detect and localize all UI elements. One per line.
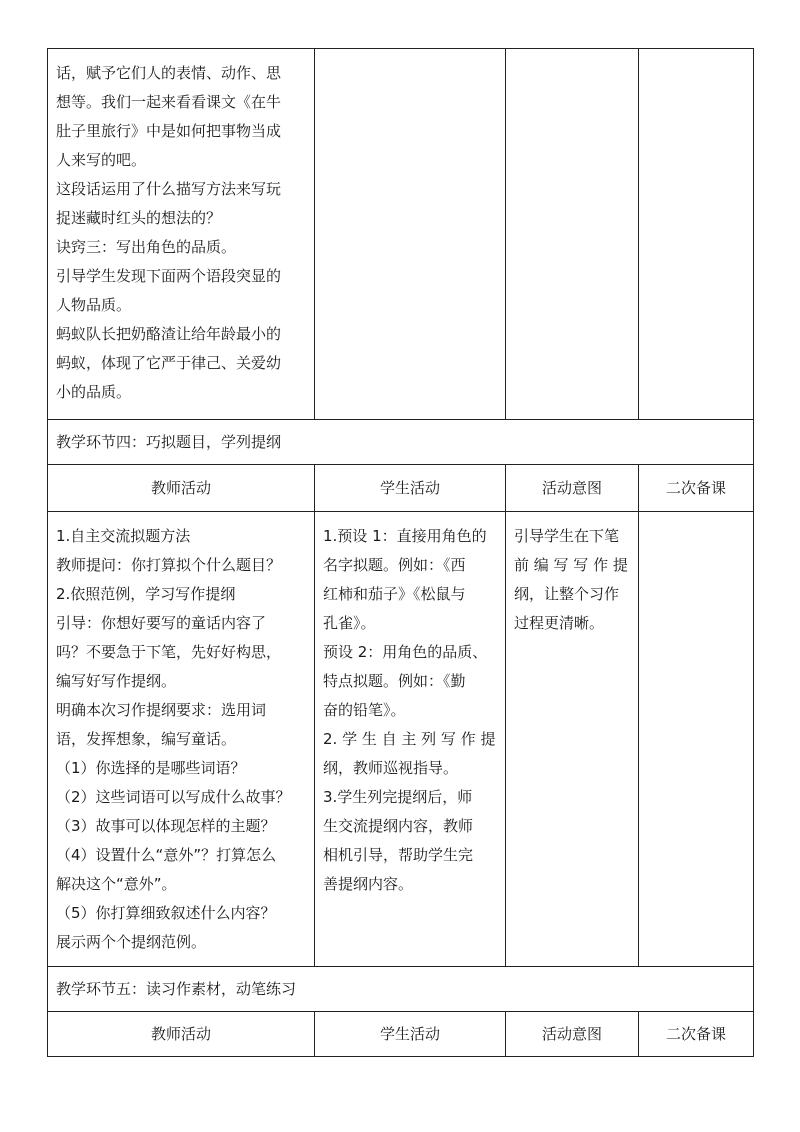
text-line: 3.学生列完提纲后，师 — [323, 788, 473, 806]
student-activity-text — [315, 512, 505, 899]
text-line: 吗？不要急于下笔，先好好构思， — [56, 643, 282, 661]
text-line: 肚子里旅行》中是如何把事物当成 — [56, 122, 282, 140]
column-header-row — [48, 1012, 754, 1057]
text-line: 1.自主交流拟题方法 — [56, 527, 191, 545]
header-second-prep — [639, 1012, 754, 1057]
header-label: 学生活动 — [379, 1025, 440, 1043]
text-line: （3）故事可以体现怎样的主题？ — [56, 817, 276, 835]
text-line: 编写好写作提纲。 — [56, 672, 177, 690]
text-line: 明确本次习作提纲要求：选用词 — [56, 701, 267, 719]
activity-intent-cell — [506, 512, 639, 967]
text-line: 引导：你想好要写的童话内容了 — [56, 614, 267, 632]
text-line: 过程更清晰。 — [514, 614, 605, 632]
section-title: 教学环节四：巧拟题目，学列提纲 — [56, 433, 282, 451]
text-line: 纲，让整个习作 — [514, 585, 620, 603]
text-line: 奋的铅笔》。 — [323, 701, 406, 719]
header-teacher-activity — [48, 1012, 315, 1057]
teacher-activity-text — [48, 512, 314, 957]
header-activity-intent — [506, 465, 639, 512]
text-line: 这段话运用了什么描写方法来写玩 — [56, 180, 282, 198]
header-label: 教师活动 — [150, 479, 211, 497]
text-line: 生交流提纲内容，教师 — [323, 817, 474, 835]
text-line: 纲，教师巡视指导。 — [323, 759, 459, 777]
text-line: 解决这个“意外”。 — [56, 875, 177, 893]
column-header-row — [48, 465, 754, 512]
text-line: （1）你选择的是哪些词语？ — [56, 759, 246, 777]
header-label: 活动意图 — [541, 1025, 602, 1043]
header-label: 二次备课 — [665, 1025, 726, 1043]
text-line: （5）你打算细致叙述什么内容？ — [56, 904, 276, 922]
text-line: （4）设置什么“意外”？打算怎么 — [56, 846, 277, 864]
teacher-activity-cell — [48, 49, 315, 420]
activity-intent-cell — [506, 49, 639, 420]
student-activity-cell — [315, 512, 506, 967]
activity-intent-text — [506, 512, 638, 638]
header-activity-intent — [506, 1012, 639, 1057]
section-four-title-cell — [48, 420, 754, 465]
section-five-row — [48, 967, 754, 1012]
text-line: 想等。我们一起来看看课文《在牛 — [56, 93, 282, 111]
second-prep-cell — [639, 512, 754, 967]
header-label: 学生活动 — [379, 479, 440, 497]
header-label: 二次备课 — [665, 479, 726, 497]
text-line: 蚂蚁，体现了它严于律己、关爱幼 — [56, 354, 282, 372]
text-line: 预设 2：用角色的品质、 — [323, 643, 488, 661]
text-line: 相机引导，帮助学生完 — [323, 846, 474, 864]
lesson-plan-table — [47, 48, 754, 1057]
text-line: 特点拟题。例如：《勤 — [323, 672, 466, 690]
text-line: 引导学生发现下面两个语段突显的 — [56, 267, 282, 285]
header-student-activity — [315, 465, 506, 512]
text-line: 小的品质。 — [56, 383, 132, 401]
text-line: 蚂蚁队长把奶酪渣让给年龄最小的 — [56, 325, 282, 343]
continued-content-row — [48, 49, 754, 420]
teacher-activity-cell — [48, 512, 315, 967]
section-four-row — [48, 420, 754, 465]
header-label: 教师活动 — [150, 1025, 211, 1043]
text-line: 善提纲内容。 — [323, 875, 414, 893]
section-title: 教学环节五：读习作素材，动笔练习 — [56, 980, 297, 998]
header-second-prep — [639, 465, 754, 512]
text-line: 诀窍三：写出角色的品质。 — [56, 238, 237, 256]
section-five-title-cell — [48, 967, 754, 1012]
text-line: 引导学生在下笔 — [514, 527, 620, 545]
text-line: （2）这些词语可以写成什么故事？ — [56, 788, 291, 806]
text-line: 名字拟题。例如：《西 — [323, 556, 466, 574]
text-line: 捉迷藏时红头的想法的？ — [56, 209, 222, 227]
header-teacher-activity — [48, 465, 315, 512]
student-activity-cell — [315, 49, 506, 420]
text-line: 2. 学 生 自 主 列 写 作 提 — [323, 730, 496, 748]
text-line: 人来写的吧。 — [56, 151, 147, 169]
text-line: 红柿和茄子》《松鼠与 — [323, 585, 466, 603]
text-line: 前 编 写 写 作 提 — [514, 556, 628, 574]
text-line: 展示两个个提纲范例。 — [56, 933, 207, 951]
section-four-content-row — [48, 512, 754, 967]
text-line: 1.预设 1：直接用角色的 — [323, 527, 487, 545]
text-line: 人物品质。 — [56, 296, 132, 314]
text-line: 2.依照范例，学习写作提纲 — [56, 585, 236, 603]
text-line: 孔雀》。 — [323, 614, 376, 632]
header-label: 活动意图 — [541, 479, 602, 497]
text-line: 教师提问：你打算拟个什么题目？ — [56, 556, 282, 574]
header-student-activity — [315, 1012, 506, 1057]
text-line: 语，发挥想象，编写童话。 — [56, 730, 237, 748]
second-prep-cell — [639, 49, 754, 420]
teacher-activity-text — [48, 49, 314, 407]
text-line: 话，赋予它们人的表情、动作、思 — [56, 64, 282, 82]
